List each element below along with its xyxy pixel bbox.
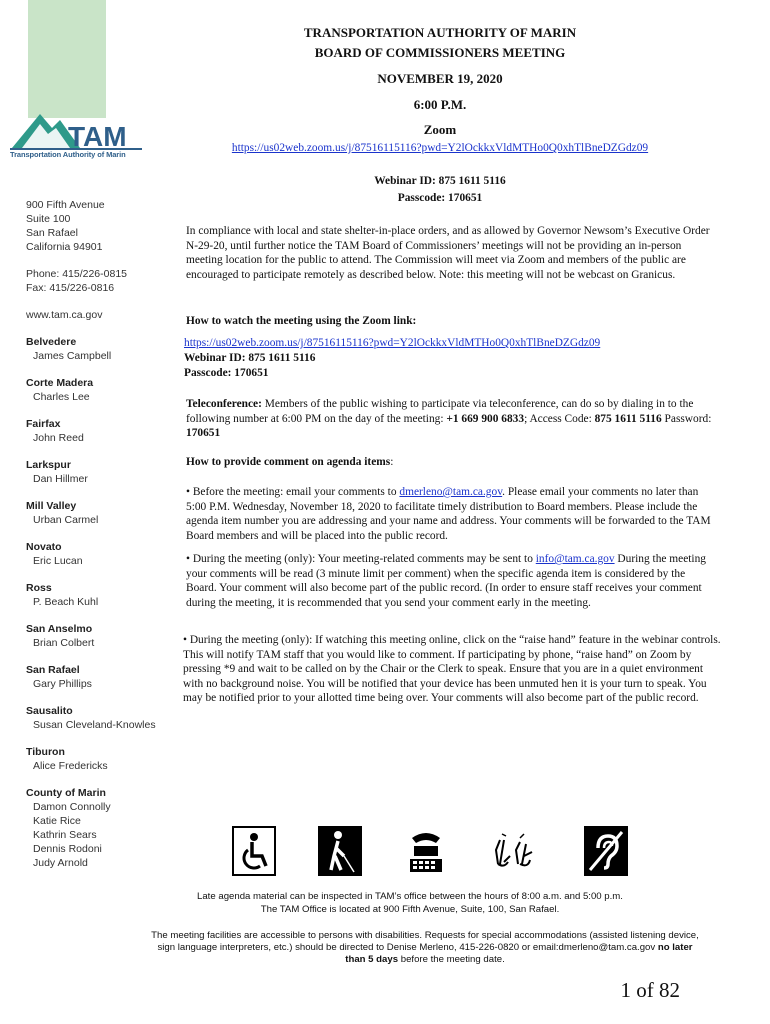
tele-text: ; Access Code: [524, 412, 595, 425]
member-fairfax [26, 417, 176, 445]
commissioner-name: Kathrin Sears [33, 829, 97, 841]
member-mill-valley [26, 499, 176, 527]
town-name: Larkspur [26, 459, 71, 471]
tele-number: +1 669 900 6833 [446, 412, 525, 425]
member-belvedere [26, 335, 176, 363]
org-title: TRANSPORTATION AUTHORITY OF MARIN [303, 25, 577, 40]
address-line: San Rafael [26, 227, 78, 239]
meeting-date: NOVEMBER 19, 2020 [377, 71, 503, 86]
before-meeting-paragraph [186, 485, 716, 543]
commissioner-name: Gary Phillips [33, 678, 92, 690]
commissioner-name: Brian Colbert [33, 637, 95, 649]
before-text: . Please email your comments no later than 5:00 P.M. Wednesday, November 18, 2020 to facilitate timely distribution to Board members. Please include the agenda item number you are addressing and your name and address. Your comments will be forwarded to the TAM Board members and will be placed into the public record. [186, 486, 711, 542]
member-ross [26, 581, 176, 609]
phone-number: Phone: 415/226-0815 [26, 268, 128, 280]
comment-heading-colon: : [390, 456, 394, 468]
meeting-time: 6:00 P.M. [413, 97, 467, 112]
member-san-rafael [26, 663, 176, 691]
member-county-of-marin [26, 786, 176, 870]
commissioner-name: Alice Fredericks [33, 760, 108, 772]
tele-access-code: 875 1611 5116 [594, 412, 662, 425]
accessibility-text: before the meeting date. [398, 954, 505, 965]
header-zoom-link[interactable]: https://us02web.zoom.us/j/87516115116?pwd=Y2lOckkxVldMTHo0Q0xhTlBneDZGdz09 [231, 142, 649, 154]
late-agenda-note [160, 890, 660, 916]
town-name: Ross [26, 582, 52, 594]
meeting-platform: Zoom [423, 122, 457, 137]
tele-password: 170651 [186, 427, 221, 439]
watch-heading: How to watch the meeting using the Zoom link: [186, 315, 417, 327]
watch-webinar-id: Webinar ID: 875 1611 5116 [184, 352, 316, 364]
town-name: Sausalito [26, 705, 73, 717]
office-contact [26, 267, 176, 295]
commissioner-name: Damon Connolly [33, 801, 111, 813]
member-sausalito [26, 704, 176, 732]
during-text: During the meeting your comments will be read (3 minute limit per comment) when the specific agenda item is considered by the Board. Your comment will also become part of the public record. (In order to ensure staff receives your comment during the meeting, it is recommended that you send your comment early in the meeting. [186, 553, 706, 609]
before-email-link[interactable]: dmerleno@tam.ca.gov [399, 486, 503, 498]
commissioner-name: Susan Cleveland-Knowles [33, 719, 156, 731]
town-name: Novato [26, 541, 62, 553]
commissioner-name: Urban Carmel [33, 514, 99, 526]
accessibility-note [150, 930, 700, 966]
commissioner-name: Judy Arnold [33, 857, 88, 869]
member-larkspur [26, 458, 176, 486]
compliance-paragraph: In compliance with local and state shelter-in-place orders, and as allowed by Governor Newsom’s Executive Order N-29-20, until further notice the TAM Board of Commissioners’ meetings will not be providing an in-person meeting location for the public to attend. The Commission will meet via Zoom and members of the public are encouraged to participate remotely as described below. Note: this meeting will not be webcast on Granicus. [186, 225, 710, 281]
town-name: Tiburon [26, 746, 65, 758]
sidebar [26, 198, 176, 883]
accessibility-icons [232, 826, 632, 876]
member-corte-madera [26, 376, 176, 404]
accessibility-text: The meeting facilities are accessible to persons with disabilities. Requests for special accommodations (assisted listening device, sign language interpreters, etc.) should be directed to Denise Merleno, 415-226-0820 or email:dmerleno@tam.ca.gov [151, 930, 699, 953]
watch-zoom-link[interactable]: https://us02web.zoom.us/j/87516115116?pwd=Y2lOckkxVldMTHo0Q0xhTlBneDZGdz09 [184, 337, 601, 349]
address-line: Suite 100 [26, 213, 71, 225]
comment-heading-text: How to provide comment on agenda items [186, 456, 391, 468]
tele-text: Members of the public wishing to participate via teleconference, can do so by dialing in to the following number at 6:00 PM on the day of the meeting: [186, 398, 694, 425]
logo-band [28, 0, 106, 118]
town-name: County of Marin [26, 787, 106, 799]
commissioner-name: Charles Lee [33, 391, 90, 403]
before-text: • Before the meeting: email your comments to [186, 486, 400, 498]
watch-passcode: Passcode: 170651 [184, 367, 269, 379]
during-email-link[interactable]: info@tam.ca.gov [535, 553, 615, 565]
commissioner-name: Dan Hillmer [33, 473, 88, 485]
member-tiburon [26, 745, 176, 773]
during-text: • During the meeting (only): Your meeting-related comments may be sent to [186, 553, 536, 565]
office-location-line: The TAM Office is located at 900 Fifth Avenue, Suite, 100, San Rafael. [260, 904, 560, 915]
hearing-assist-icon [584, 826, 628, 876]
commissioner-name: P. Beach Kuhl [33, 596, 99, 608]
commissioner-name: John Reed [33, 432, 84, 444]
town-name: Belvedere [26, 336, 77, 348]
header-webinar-id: Webinar ID: 875 1611 5116 [374, 175, 506, 187]
logo-text: TAM [68, 121, 127, 152]
meeting-title: BOARD OF COMMISSIONERS MEETING [314, 45, 566, 60]
teleconference-paragraph [186, 397, 716, 441]
comment-heading [186, 455, 716, 470]
office-address [26, 198, 176, 254]
address-line: California 94901 [26, 241, 103, 253]
tty-phone-icon [404, 826, 448, 876]
late-agenda-line: Late agenda material can be inspected in TAM’s office between the hours of 8:00 a.m. and 5:00 p.m. [197, 891, 623, 902]
commissioner-name: Katie Rice [33, 815, 81, 827]
accessibility-deadline: no later than 5 days [345, 942, 693, 965]
tele-text: Password: [661, 412, 712, 425]
commissioner-name: James Campbell [33, 350, 112, 362]
sign-language-icon [490, 826, 534, 876]
logo-subtitle: Transportation Authority of Marin [10, 150, 126, 159]
address-line: 900 Fifth Avenue [26, 199, 105, 211]
town-name: Corte Madera [26, 377, 94, 389]
town-name: San Anselmo [26, 623, 93, 635]
member-novato [26, 540, 176, 568]
town-name: Fairfax [26, 418, 61, 430]
town-name: Mill Valley [26, 500, 77, 512]
header-passcode: Passcode: 170651 [397, 192, 483, 204]
member-san-anselmo [26, 622, 176, 650]
town-name: San Rafael [26, 664, 80, 676]
wheelchair-icon [232, 826, 276, 876]
commissioner-name: Eric Lucan [33, 555, 83, 567]
tele-label: Teleconference: [186, 398, 262, 410]
commissioner-name: Dennis Rodoni [33, 843, 102, 855]
blind-cane-icon [318, 826, 362, 876]
online-comment-paragraph: • During the meeting (only): If watching this meeting online, click on the “raise hand” feature in the webinar controls. This will notify TAM staff that you would like to comment. If participating by phone, “raise hand” on Zoom by pressing *9 and wait to be called on by the Chair or the Clerk to speak. Ensure that you are in a quiet environment with no background noise. You will be notified that your device has been unmuted hen it is your turn to speak. You may be notified prior to your allotted time being over. Your comments will also become part of the public record. [183, 634, 721, 704]
fax-number: Fax: 415/226-0816 [26, 282, 115, 294]
during-meeting-paragraph [186, 552, 716, 610]
page-number: 1 of 82 [620, 978, 680, 1002]
website[interactable]: www.tam.ca.gov [26, 309, 103, 321]
